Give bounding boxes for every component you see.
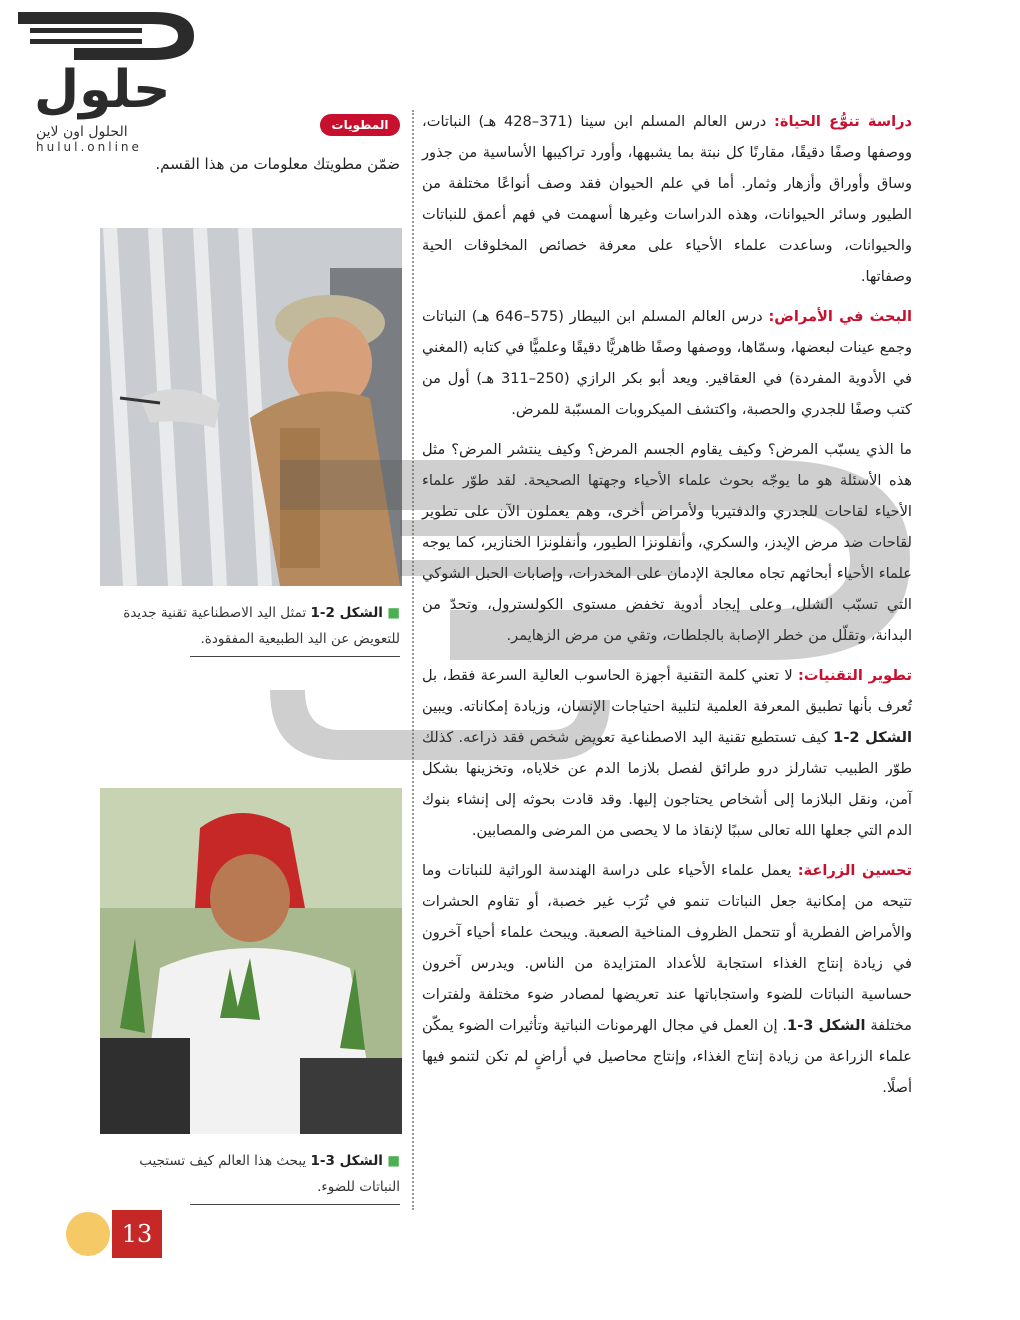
- heading-biodiversity: دراسة تنوُّع الحياة:: [774, 113, 913, 130]
- page-tab-icon: [66, 1212, 110, 1256]
- site-logo: [14, 8, 204, 158]
- heading-disease-research: البحث في الأمراض:: [768, 308, 913, 325]
- paragraph-disease-questions: [422, 434, 912, 651]
- figure-2-text: يبحث هذا العالم كيف تستجيب النباتات للضوء.: [139, 1153, 400, 1195]
- foldables-note: ضمّن مطويتك معلومات من هذا القسم.: [155, 155, 400, 173]
- figure-2-rule: [190, 1204, 400, 1205]
- square-bullet-icon: ■: [387, 1153, 400, 1169]
- text-disease-research: درس العالم المسلم ابن البيطار (575–646 هـ) النباتات وجمع عينات لبعضها، وسمّاها، ووصفها وصفًا ظاهريًّا دقيقًا وعلميًّا في كتابه (المغني في الأدوية المفردة) في العقاقير. ويعد أبو بكر الرازي (250–311 هـ) أول من كتب وصفًا للجدري والحصبة، واكتشف الميكروبات المسبّبة للمرض.: [422, 308, 913, 418]
- foldables-badge: المطويات: [320, 114, 400, 136]
- figure-ref-2-1: الشكل 2-1: [833, 729, 912, 746]
- main-text-column: [422, 106, 912, 1112]
- figure-1-text: تمثل اليد الاصطناعية تقنية جديدة للتعويض عن اليد الطبيعية المفقودة.: [123, 605, 400, 647]
- column-divider: [412, 110, 414, 1210]
- heading-technology: تطوير التقنيات:: [798, 667, 913, 684]
- text-agriculture-b: . إن العمل في مجال الهرمونات النباتية وتأثيرات الضوء يمكّن علماء الزراعة من زيادة إنتاج الغذاء، وإنتاج محاصيل في أراضٍ لم تكن لتنمو فيها أصلًا.: [422, 1017, 912, 1096]
- figure-1-rule: [190, 656, 400, 657]
- square-bullet-icon: ■: [387, 605, 400, 621]
- heading-agriculture: تحسين الزراعة:: [797, 862, 912, 879]
- paragraph-technology: [422, 660, 912, 846]
- prosthetic-hand-photo: [100, 228, 402, 586]
- figure-2-caption: [100, 1148, 400, 1200]
- text-agriculture-a: يعمل علماء الأحياء على دراسة الهندسة الوراثية للنباتات وما تتيحه من إمكانية جعل النباتات تنمو في تُرَب غير خصبة، أو تقاوم الحشرات والأمراض الفطرية أو تتحمل الظروف المناخية الصعبة. ويبحث علماء أحياء آخرون في زيادة إنتاج الغذاء استجابة للأعداد المتزايدة من الناس. ويدرس آخرون حساسية النباتات للضوء واستجاباتها عند تعريضها لمصادر ضوء مختلفة ولفترات مختلفة: [422, 862, 912, 1034]
- logo-arabic-text: حلول: [34, 60, 171, 120]
- figure-1-caption: [100, 600, 400, 652]
- figure-ref-3-1: الشكل 3-1: [787, 1017, 866, 1034]
- text-disease-questions: ما الذي يسبّب المرض؟ وكيف يقاوم الجسم المرض؟ وكيف ينتشر المرض؟ مثل هذه الأسئلة هو ما يوجّه بحوث علماء الأحياء وجهتها الصحيحة. لقد طوّر علماء الأحياء لقاحات للجدري والدفتيريا ولأمراض أخرى، وهم يعملون الآن على تطوير لقاحات ضد مرض الإيدز، والسكري، وأنفلونزا الطيور، وأنفلونزا الخنازير، كما يوجه علماء الأحياء أبحاثهم تجاه معالجة الإدمان على المخدرات، وإصابات الحبل الشوكي التي تسبّب الشلل، وعلى إيجاد أدوية تخفض مستوى الكولسترول، وتحدّ من البدانة، وتقلّل من خطر الإصابة بالجلطات، وتقي من مرض الزهايمر.: [422, 441, 912, 644]
- paragraph-biodiversity: [422, 106, 912, 292]
- text-technology-a: لا تعني كلمة التقنية أجهزة الحاسوب العالية السرعة فقط، بل تُعرف بأنها تطبيق المعرفة العلمية لتلبية احتياجات الإنسان، وزيادة إمكاناته. ويبين: [422, 667, 912, 715]
- text-biodiversity: درس العالم المسلم ابن سينا (371–428 هـ) النباتات، ووصفها وصفًا دقيقًا، مقارنًا كل نبتة بما يشبهها، وأورد تراكيبها الأساسية من جذور وساق وأوراق وأزهار وثمار. أما في علم الحيوان فقد وصف أنواعًا مختلفة من الطيور وسائر الحيوانات، وهذه الدراسات وغيرها أسهمت في فهم أعمق للنباتات والحيوانات، وساعدت علماء الأحياء على معرفة خصائص المخلوقات الحية وصفاتها.: [422, 113, 912, 285]
- page-number: 13: [112, 1210, 162, 1258]
- paragraph-agriculture: [422, 855, 912, 1103]
- paragraph-disease-research: [422, 301, 912, 425]
- scientist-plants-photo: [100, 788, 402, 1134]
- figure-2-label: الشكل 3-1: [310, 1153, 383, 1169]
- logo-subtitle: الحلول اون لاين: [36, 124, 128, 140]
- figure-1-label: الشكل 2-1: [310, 605, 383, 621]
- logo-latin: hulul.online: [36, 140, 142, 154]
- text-technology-b: كيف تستطيع تقنية اليد الاصطناعية تعويض شخص فقد ذراعه. كذلك طوّر الطبيب تشارلز درو طرائق لفصل بلازما الدم عن خلاياه، وتخزينها بشكل آمن، ونقل البلازما إلى أشخاص يحتاجون إليها. وقد قادت بحوثه إلى إنشاء بنوك الدم التي جعلها الله تعالى سببًا لإنقاذ ما لا يحصى من المرضى والمصابين.: [422, 729, 912, 839]
- logo-mark-icon: [14, 8, 204, 68]
